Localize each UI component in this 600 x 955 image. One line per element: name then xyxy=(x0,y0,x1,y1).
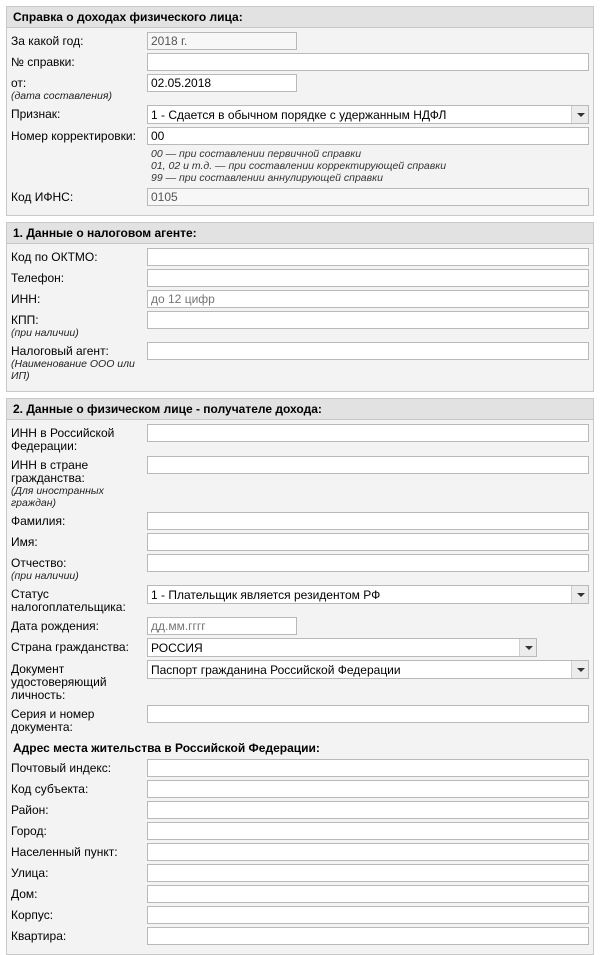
row-city xyxy=(11,822,589,840)
street-field-wrap xyxy=(147,864,589,882)
agent-name-input[interactable] xyxy=(147,342,589,360)
phone-input[interactable] xyxy=(147,269,589,287)
region-code-label: Код субъекта: xyxy=(11,782,89,796)
apartment-input[interactable] xyxy=(147,927,589,945)
identity-document-field-wrap xyxy=(147,660,589,679)
locality-input[interactable] xyxy=(147,843,589,861)
row-postal-code xyxy=(11,759,589,777)
person-inn-rf-input[interactable] xyxy=(147,424,589,442)
section-income-certificate xyxy=(6,6,594,216)
surname-input[interactable] xyxy=(147,512,589,530)
correction-number-field-wrap xyxy=(147,127,589,145)
locality-label: Населенный пункт: xyxy=(11,845,118,859)
kpp-label-sub: (при наличии) xyxy=(11,327,79,339)
row-oktmo xyxy=(11,248,589,266)
row-phone xyxy=(11,269,589,287)
postal-code-field-wrap xyxy=(147,759,589,777)
section-tax-agent xyxy=(6,222,594,392)
row-person-inn-foreign xyxy=(11,456,589,509)
row-birth-date xyxy=(11,617,589,635)
row-surname xyxy=(11,512,589,530)
postal-code-input[interactable] xyxy=(147,759,589,777)
house-field-wrap xyxy=(147,885,589,903)
correction-number-label: Номер корректировки: xyxy=(11,129,136,143)
district-input[interactable] xyxy=(147,801,589,819)
agent-name-field-wrap xyxy=(147,342,589,360)
phone-field-wrap xyxy=(147,269,589,287)
row-agent-name xyxy=(11,342,589,382)
document-series-number-label: Серия и номер документа: xyxy=(11,707,95,734)
section-person xyxy=(6,398,594,955)
sign-field-wrap xyxy=(147,105,589,124)
taxpayer-status-label: Статус налогоплательщика: xyxy=(11,587,126,614)
identity-document-select-wrap xyxy=(147,660,589,679)
row-citizenship-country xyxy=(11,638,589,657)
year-input[interactable] xyxy=(147,32,297,50)
birth-date-field-wrap xyxy=(147,617,589,635)
region-code-input[interactable] xyxy=(147,780,589,798)
section-person-title: 2. Данные о физическом лице - получателе дохода: xyxy=(7,399,593,420)
patronymic-field-wrap xyxy=(147,554,589,572)
region-code-field-wrap xyxy=(147,780,589,798)
sign-label: Признак: xyxy=(11,107,61,121)
date-input[interactable] xyxy=(147,74,297,92)
house-input[interactable] xyxy=(147,885,589,903)
cert-number-field-wrap xyxy=(147,53,589,71)
city-input[interactable] xyxy=(147,822,589,840)
taxpayer-status-select-wrap xyxy=(147,585,589,604)
citizenship-country-label: Страна гражданства: xyxy=(11,640,129,654)
document-series-number-input[interactable] xyxy=(147,705,589,723)
row-apartment xyxy=(11,927,589,945)
name-label: Имя: xyxy=(11,535,38,549)
cert-number-input[interactable] xyxy=(147,53,589,71)
house-label: Дом: xyxy=(11,887,38,901)
agent-name-label-text: Налоговый агент: xyxy=(11,344,109,358)
row-street xyxy=(11,864,589,882)
building-input[interactable] xyxy=(147,906,589,924)
person-inn-foreign-field-wrap xyxy=(147,456,589,474)
row-correction-number xyxy=(11,127,589,145)
postal-code-label: Почтовый индекс: xyxy=(11,761,112,775)
date-label-sub: (дата составления) xyxy=(11,90,112,102)
correction-hint-2: 01, 02 и т.д. — при составлении корректирующей справки xyxy=(151,160,447,172)
street-input[interactable] xyxy=(147,864,589,882)
date-label-text: от: xyxy=(11,76,27,90)
district-field-wrap xyxy=(147,801,589,819)
section-income-certificate-title: Справка о доходах физического лица: xyxy=(7,7,593,28)
building-label: Корпус: xyxy=(11,908,54,922)
row-date xyxy=(11,74,589,102)
correction-hint-1: 00 — при составлении первичной справки xyxy=(151,148,362,160)
person-inn-foreign-label xyxy=(11,456,147,509)
person-inn-foreign-label-text: ИНН в стране гражданства: xyxy=(11,458,89,485)
correction-hint-3: 99 — при составлении аннулирующей справки xyxy=(151,172,383,184)
phone-label: Телефон: xyxy=(11,271,65,285)
address-heading: Адрес места жительства в Российской Федерации: xyxy=(13,741,320,755)
citizenship-country-select-wrap xyxy=(147,638,537,657)
section-tax-agent-title: 1. Данные о налоговом агенте: xyxy=(7,223,593,244)
agent-name-label xyxy=(11,342,147,382)
form-page xyxy=(0,6,600,955)
birth-date-input[interactable] xyxy=(147,617,297,635)
row-locality xyxy=(11,843,589,861)
person-inn-foreign-input[interactable] xyxy=(147,456,589,474)
kpp-field-wrap xyxy=(147,311,589,329)
section-tax-agent-body xyxy=(7,244,593,391)
row-kpp xyxy=(11,311,589,339)
kpp-label-text: КПП: xyxy=(11,313,39,327)
person-inn-foreign-label-sub: (Для иностранных граждан) xyxy=(11,485,104,509)
identity-document-select[interactable] xyxy=(147,660,589,679)
surname-field-wrap xyxy=(147,512,589,530)
building-field-wrap xyxy=(147,906,589,924)
sign-select[interactable] xyxy=(147,105,589,124)
agent-name-label-sub: (Наименование ООО или ИП) xyxy=(11,358,135,382)
row-region-code xyxy=(11,780,589,798)
row-taxpayer-status xyxy=(11,585,589,614)
city-label: Город: xyxy=(11,824,47,838)
row-cert-number xyxy=(11,53,589,71)
name-field-wrap xyxy=(147,533,589,551)
agent-inn-input[interactable] xyxy=(147,290,589,308)
surname-label: Фамилия: xyxy=(11,514,66,528)
document-series-number-field-wrap xyxy=(147,705,589,723)
ifns-code-label: Код ИФНС: xyxy=(11,190,74,204)
row-identity-document xyxy=(11,660,589,702)
row-district xyxy=(11,801,589,819)
locality-field-wrap xyxy=(147,843,589,861)
agent-inn-field-wrap xyxy=(147,290,589,308)
ifns-code-input[interactable] xyxy=(147,188,589,206)
row-house xyxy=(11,885,589,903)
cert-number-label: № справки: xyxy=(11,55,75,69)
patronymic-label-text: Отчество: xyxy=(11,556,67,570)
identity-document-label: Документ удостоверяющий личность: xyxy=(11,662,107,702)
apartment-label: Квартира: xyxy=(11,929,67,943)
row-sign xyxy=(11,105,589,124)
district-label: Район: xyxy=(11,803,49,817)
year-label: За какой год: xyxy=(11,34,84,48)
section-person-body xyxy=(7,420,593,954)
patronymic-label xyxy=(11,554,147,582)
citizenship-country-select[interactable] xyxy=(147,638,537,657)
oktmo-field-wrap xyxy=(147,248,589,266)
kpp-input[interactable] xyxy=(147,311,589,329)
row-person-inn-rf xyxy=(11,424,589,453)
row-patronymic xyxy=(11,554,589,582)
citizenship-country-field-wrap xyxy=(147,638,589,657)
city-field-wrap xyxy=(147,822,589,840)
row-document-series-number xyxy=(11,705,589,734)
oktmo-label: Код по ОКТМО: xyxy=(11,250,98,264)
taxpayer-status-select[interactable] xyxy=(147,585,589,604)
person-inn-rf-field-wrap xyxy=(147,424,589,442)
street-label: Улица: xyxy=(11,866,49,880)
name-input[interactable] xyxy=(147,533,589,551)
birth-date-label: Дата рождения: xyxy=(11,619,99,633)
sign-select-wrap xyxy=(147,105,589,124)
oktmo-input[interactable] xyxy=(147,248,589,266)
ifns-code-field-wrap xyxy=(147,188,589,206)
apartment-field-wrap xyxy=(147,927,589,945)
taxpayer-status-field-wrap xyxy=(147,585,589,604)
row-name xyxy=(11,533,589,551)
date-field-wrap xyxy=(147,74,589,92)
patronymic-label-sub: (при наличии) xyxy=(11,570,79,582)
date-label xyxy=(11,74,147,102)
row-year xyxy=(11,32,589,50)
patronymic-input[interactable] xyxy=(147,554,589,572)
section-income-certificate-body xyxy=(7,28,593,215)
agent-inn-label: ИНН: xyxy=(11,292,41,306)
correction-number-input[interactable] xyxy=(147,127,589,145)
kpp-label xyxy=(11,311,147,339)
row-building xyxy=(11,906,589,924)
row-ifns-code xyxy=(11,188,589,206)
person-inn-rf-label: ИНН в Российской Федерации: xyxy=(11,426,115,453)
row-agent-inn xyxy=(11,290,589,308)
year-field-wrap xyxy=(147,32,589,50)
